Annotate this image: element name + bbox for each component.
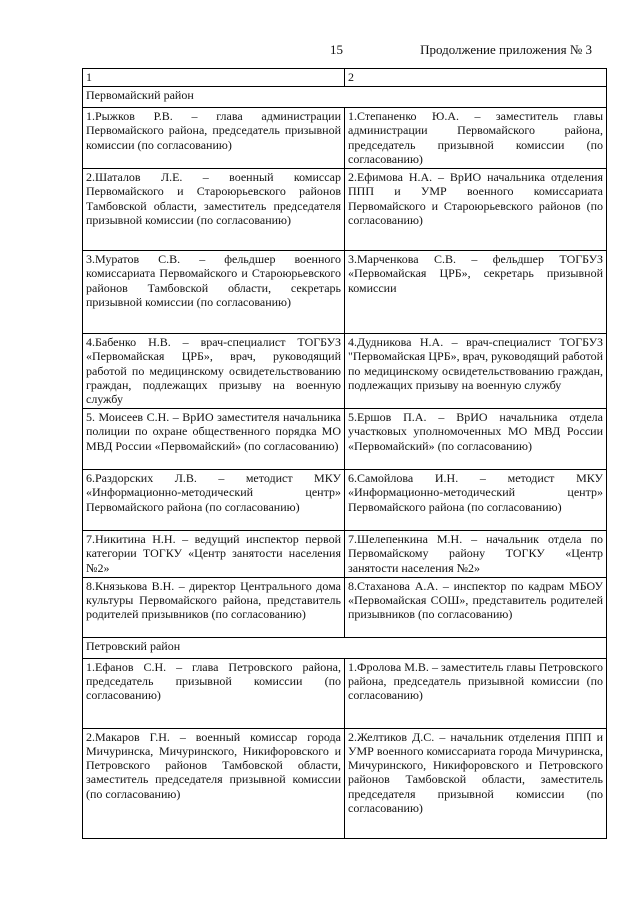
- member-cell-col2: 2.Ефимова Н.А. – ВрИО начальника отделения ППП и УМР военного комиссариата Первомайского и Староюрьевского районов (по согласованию): [345, 169, 607, 251]
- member-cell-col2: 1.Фролова М.В. – заместитель главы Петровского района, председатель призывной комиссии (по согласованию): [345, 658, 607, 728]
- member-cell-col1: 2.Макаров Г.Н. – военный комиссар города Мичуринска, Мичуринского, Никифоровского и Петровского районов Тамбовской области, заместитель председателя призывной комиссии (по согласованию): [83, 728, 345, 838]
- member-cell-col2: 5.Ершов П.А. – ВрИО начальника отдела участковых уполномоченных МО МВД России «Первомайский» (по согласованию): [345, 409, 607, 470]
- column-number-2: 2: [345, 69, 607, 87]
- table-row: [83, 531, 607, 578]
- commission-table: [82, 68, 607, 839]
- member-cell-col2: 6.Самойлова И.Н. – методист МКУ «Информационно-методический центр» Первомайского района (по согласованию): [345, 470, 607, 531]
- member-cell-col1: 1.Рыжков Р.В. – глава администрации Первомайского района, председатель призывной комиссии (по согласованию): [83, 108, 345, 169]
- member-cell-col2: 3.Марченкова С.В. – фельдшер ТОГБУЗ «Первомайская ЦРБ», секретарь призывной комиссии: [345, 251, 607, 334]
- district-header-row: [83, 637, 607, 658]
- column-number-1: 1: [83, 69, 345, 87]
- header-note: Продолжение приложения № 3: [420, 42, 592, 57]
- table-row: [83, 108, 607, 169]
- member-cell-col1: 1.Ефанов С.Н. – глава Петровского района, председатель призывной комиссии (по согласованию): [83, 658, 345, 728]
- column-number-row: [83, 69, 607, 87]
- member-cell-col1: 8.Князькова В.Н. – директор Центрального дома культуры Первомайского района, представитель родителей призывников (по согласованию): [83, 577, 345, 637]
- table-row: [83, 169, 607, 251]
- page-number: 15: [330, 42, 343, 57]
- district-header-row: [83, 87, 607, 108]
- member-cell-col1: 7.Никитина Н.Н. – ведущий инспектор первой категории ТОГКУ «Центр занятости населения №2»: [83, 531, 345, 578]
- table-row: [83, 470, 607, 531]
- member-cell-col1: 2.Шаталов Л.Е. – военный комиссар Первомайского и Староюрьевского районов Тамбовской области, заместитель председателя призывной комиссии (по согласованию): [83, 169, 345, 251]
- member-cell-col1: 6.Раздорских Л.В. – методист МКУ «Информационно-методический центр» Первомайского района (по согласованию): [83, 470, 345, 531]
- table-row: [83, 409, 607, 470]
- member-cell-col2: 7.Шелепенкина М.Н. – начальник отдела по Первомайскому району ТОГКУ «Центр занятости населения №2»: [345, 531, 607, 578]
- member-cell-col2: 1.Степаненко Ю.А. – заместитель главы администрации Первомайского района, председатель призывной комиссии (по согласованию): [345, 108, 607, 169]
- member-cell-col1: 3.Муратов С.В. – фельдшер военного комиссариата Первомайского и Староюрьевского районов Тамбовской области, секретарь призывной комиссии (по согласованию): [83, 251, 345, 334]
- table-row: [83, 251, 607, 334]
- district-title: Петровский район: [83, 637, 607, 658]
- table-row: [83, 577, 607, 637]
- member-cell-col1: 5. Моисеев С.Н. – ВрИО заместителя начальника полиции по охране общественного порядка МО МВД России «Первомайский» (по согласованию): [83, 409, 345, 470]
- table-row: [83, 728, 607, 838]
- member-cell-col2: 8.Стаханова А.А. – инспектор по кадрам МБОУ «Первомайская СОШ», представитель родителей призывников (по согласованию): [345, 577, 607, 637]
- district-title: Первомайский район: [83, 87, 607, 108]
- table-row: [83, 658, 607, 728]
- member-cell-col2: 4.Дудникова Н.А. – врач-специалист ТОГБУЗ "Первомайская ЦРБ», врач, руководящий работой по медицинскому освидетельствованию граждан, подлежащих призыву на военную службу: [345, 334, 607, 409]
- member-cell-col1: 4.Бабенко Н.В. – врач-специалист ТОГБУЗ «Первомайская ЦРБ», врач, руководящий работой по медицинскому освидетельствованию граждан, подлежащих призыву на военную службу: [83, 334, 345, 409]
- member-cell-col2: 2.Желтиков Д.С. – начальник отделения ППП и УМР военного комиссариата города Мичуринска, Мичуринского, Никифоровского и Петровского районов Тамбовской области, заместитель председателя призывной комиссии (по согласованию): [345, 728, 607, 838]
- table-row: [83, 334, 607, 409]
